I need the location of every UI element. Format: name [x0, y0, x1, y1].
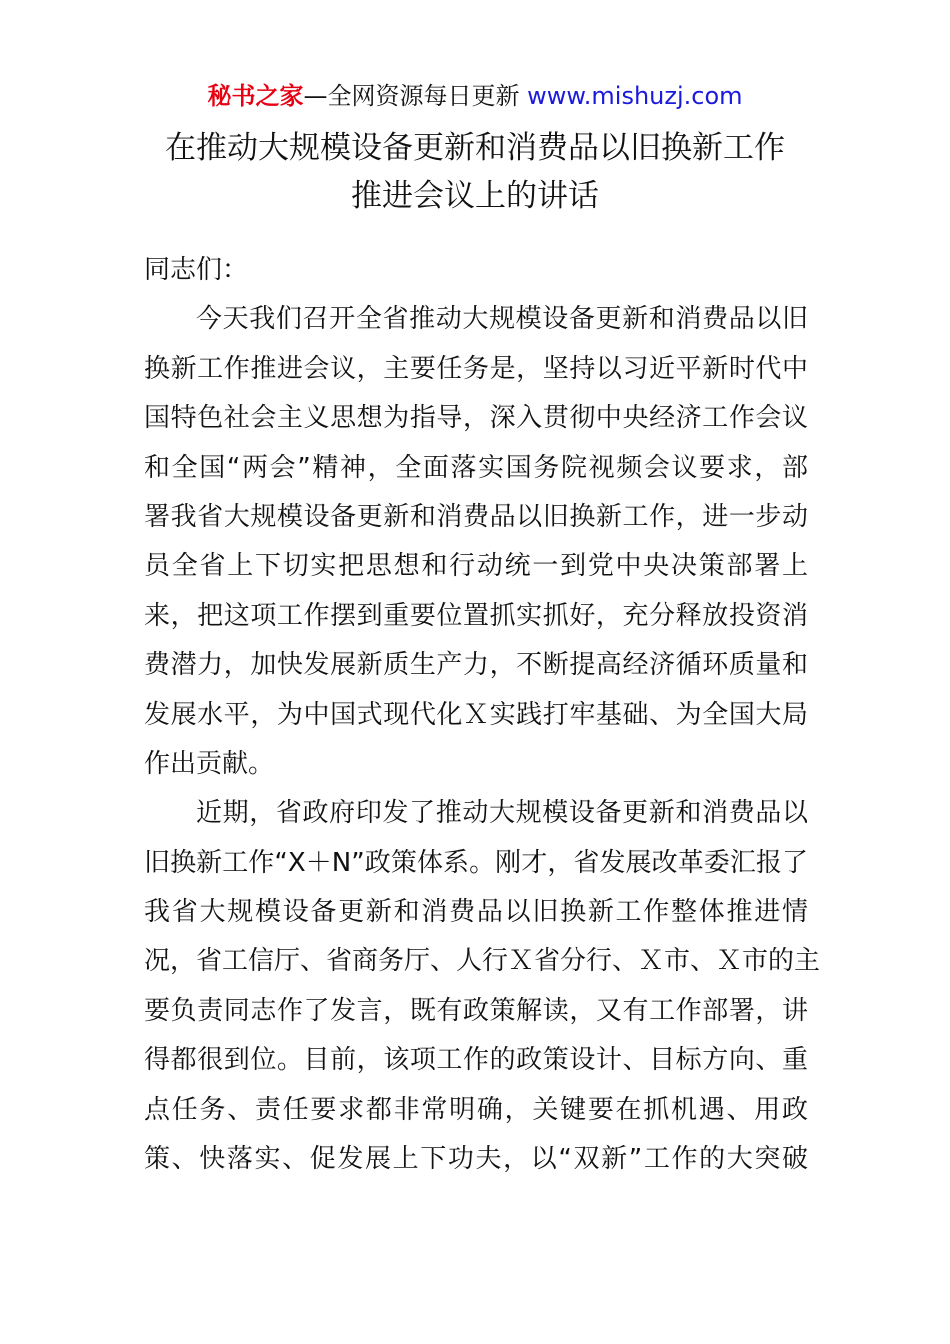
paragraph-line: 得都很到位。目前，该项工作的政策设计、目标方向、重 — [144, 1045, 808, 1076]
paragraph-line: 署我省大规模设备更新和消费品以旧换新工作，进一步动 — [144, 501, 808, 532]
site-header — [0, 80, 950, 112]
salutation: 同志们： — [144, 255, 249, 285]
site-name: 秘书之家 — [207, 82, 304, 110]
paragraph-line: 换新工作推进会议，主要任务是，坚持以习近平新时代中 — [144, 353, 808, 384]
paragraph-line: 要负责同志作了发言，既有政策解读，又有工作部署，讲 — [144, 995, 808, 1026]
site-url[interactable]: www.mishuzj.com — [527, 82, 743, 110]
title-line-1: 在推动大规模设备更新和消费品以旧换新工作 — [165, 130, 785, 166]
paragraph-line: 我省大规模设备更新和消费品以旧换新工作整体推进情 — [144, 897, 808, 928]
document-body — [144, 246, 821, 1184]
paragraph-line: 来，把这项工作摆到重要位置抓实抓好，充分释放投资消 — [144, 600, 808, 631]
paragraph-2 — [144, 789, 821, 1184]
paragraph-line: 员全省上下切实把思想和行动统一到党中央决策部署上 — [144, 551, 808, 582]
paragraph-line: 旧换新工作“X＋N”政策体系。刚才，省发展改革委汇报了 — [144, 847, 808, 878]
paragraph-line: 作出贡献。 — [144, 748, 275, 779]
paragraph-line: 费潜力，加快发展新质生产力，不断提高经济循环质量和 — [144, 650, 808, 681]
site-tagline: —全网资源每日更新 — [303, 82, 520, 110]
document-title — [0, 124, 950, 220]
paragraph-line: 近期，省政府印发了推动大规模设备更新和消费品以 — [196, 798, 808, 829]
paragraph-line: 今天我们召开全省推动大规模设备更新和消费品以旧 — [196, 304, 808, 335]
paragraph-line: 策、快落实、促发展上下功夫，以“双新”工作的大突破 — [144, 1144, 808, 1175]
paragraph-1 — [144, 295, 808, 789]
paragraph-line: 况，省工信厅、省商务厅、人行Ｘ省分行、Ｘ市、Ｘ市的主 — [144, 946, 821, 977]
paragraph-line: 发展水平，为中国式现代化Ｘ实践打牢基础、为全国大局 — [144, 699, 808, 730]
title-line-2: 推进会议上的讲话 — [351, 178, 599, 214]
paragraph-line: 点任务、责任要求都非常明确，关键要在抓机遇、用政 — [144, 1094, 808, 1125]
paragraph-line: 和全国“两会”精神，全面落实国务院视频会议要求，部 — [144, 452, 808, 483]
paragraph-line: 国特色社会主义思想为指导，深入贯彻中央经济工作会议 — [144, 403, 808, 434]
